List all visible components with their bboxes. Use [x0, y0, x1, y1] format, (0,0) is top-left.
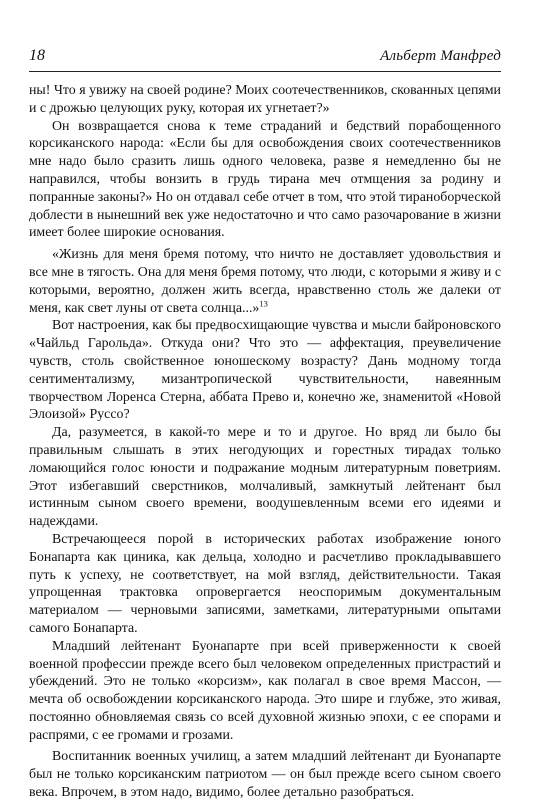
paragraph-1: ны! Что я увижу на своей родине? Моих соотечественников, скованных цепями и с дрожью целующих руку, которая их угнетает?» [29, 83, 501, 116]
quote-text: «Жизнь для меня бремя потому, что ничто не доставляет удовольствия и все мне в тягость. Она для меня бремя потому, что люди, с которыми я живу и с которыми, вероятно, должен жить всегда, нравственно столь же далеки от меня, как свет луны от света солнца...» [29, 247, 501, 316]
paragraph-7: Младший лейтенант Буонапарте при всей приверженности к своей военной профессии прежде всего был человеком определенных пристрастий и убеждений. Это не только «корсизм», как полагал в свое время Массон, — мечта об освобождении корсиканского народа. Это шире и глубже, это живая, постоянно обновляемая связь со всей духовной жизнью эпохи, с ее спорами и распрями, с ее громами и грозами. [29, 638, 501, 743]
quote-paragraph [29, 246, 501, 317]
running-head [29, 46, 501, 68]
running-title: Альберт Манфред [380, 48, 501, 64]
paragraph-8: Воспитанник военных училищ, а затем младший лейтенант ди Буонапарте был не только корсиканским патриотом — он был прежде всего сыном своего века. Впрочем, в этом надо, видимо, более детально разобраться. [29, 749, 501, 801]
paragraph-6: Встречающееся порой в исторических работах изображение юного Бонапарта как циника, как дельца, холодно и расчетливо прокладывавшего путь к успеху, не соответствует, на мой взгляд, действительности. Такая упрощенная трактовка опровергается неоспоримым документальным материалом — черновыми записями, заметками, литературными опытами самого Бонапарта. [29, 531, 501, 636]
page-number: 18 [29, 47, 45, 64]
header-rule [29, 71, 501, 72]
body-text [29, 82, 501, 802]
paragraph-4: Вот настроения, как бы предвосхищающие чувства и мысли байроновского «Чайльд Гарольда». Откуда они? Что это — аффектация, преувеличение чувств, столь свойственное юношескому возрасту? Дань модному тогда сентиментализму, мизантропической чувствительности, навеянным творчеством Лоренса Стерна, аббата Прево и, конечно же, знаменитой «Новой Элоизой» Руссо? [29, 318, 501, 423]
paragraph-5: Да, разумеется, в какой-то мере и то и другое. Но вряд ли было бы правильным слышать в этих негодующих и горестных тирадах только ломающийся голос юности и подражание модным литературным поветриям. Этот избегавший сверстников, молчаливый, замкнутый лейтенант был истинным сыном своего времени, воодушевленным всеми его идеями и надеждами. [29, 425, 501, 530]
footnote-ref: 13 [259, 297, 268, 308]
paragraph-2: Он возвращается снова к теме страданий и бедствий порабощенного корсиканского народа: «Если бы для освобождения своих соотечественников мне надо было сразить лишь одного человека, разве я немедленно бы не направился, чтобы вонзить в грудь тирана меч отмщения за родину и попранные законы?» Но он отдавал себе отчет в том, что этой тираноборческой доблести в нынешний век уже недостаточно и что само разочарование в жизни имеет более широкие основания. [29, 118, 501, 241]
